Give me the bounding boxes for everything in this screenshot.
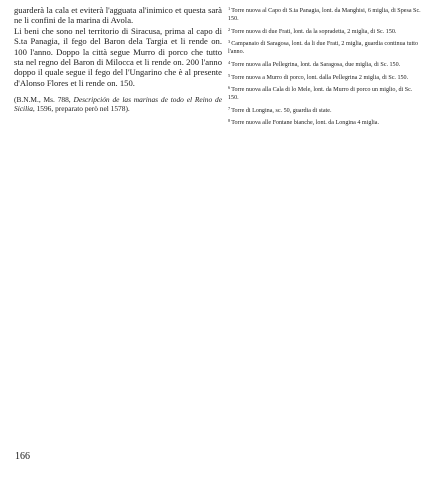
footnote	[228, 5, 424, 23]
footnote	[228, 26, 424, 36]
footnote-text: Campanaio di Saragosa, lont. da li due Frati, 2 miglia, guardia continua tutto l'anno.	[228, 41, 419, 56]
footnote	[228, 105, 424, 115]
citation-title: Descripción de las marinas de todo el Reino de Sicilia	[14, 95, 222, 114]
footnote-text: Torre di Longina, sc. 50, guardia di state.	[231, 107, 332, 114]
footnote	[228, 59, 424, 69]
footnote-text: Torre nuova di due Frati, lont. da la sopradetta, 2 miglia, di Sc. 150.	[231, 28, 397, 35]
main-text-column	[14, 5, 222, 114]
footnote-text: Torre nuova alla Cala di lo Mele, lont. da Murro di porco un miglio, di Sc. 150.	[228, 87, 413, 102]
citation-suffix: , 1596, preparato però nel 1578).	[32, 104, 130, 114]
footnote-text: Torre nuova alla Pellegrina, lont. da Saragosa, due miglia, di Sc. 150.	[231, 61, 401, 68]
source-citation	[14, 95, 222, 113]
footnote-number: 1	[228, 6, 231, 11]
footnote-text: Torre nuova a Murro di porco, lont. dalla Pellegrina 2 miglia, di Sc. 150.	[231, 74, 409, 81]
footnote-number: 5	[228, 72, 231, 78]
page-number: 166	[15, 451, 30, 462]
footnote	[228, 72, 424, 82]
footnote-number: 2	[228, 26, 231, 32]
footnote	[228, 38, 424, 56]
footnote	[228, 117, 424, 127]
footnote-text: Torre nuova alle Fontane bianche, lont. da Longina 4 miglia.	[231, 120, 380, 127]
footnote-number: 4	[228, 59, 231, 65]
footnote-number: 3	[228, 39, 231, 45]
footnote-number: 6	[228, 85, 231, 91]
footnote	[228, 84, 424, 102]
footnotes-column	[228, 5, 424, 130]
footnote-number: 7	[228, 105, 231, 111]
footnote-text: Torre nuova al Capo di S.ta Panagia, lont. da Manghisi, 6 miglia, di Spesa Sc. 150.	[228, 8, 421, 23]
footnote-number: 8	[228, 118, 231, 124]
citation-prefix: (B.N.M., Ms. 788,	[14, 95, 74, 105]
body-paragraph: guarderà la cala et eviterà l'agguata al'inimico et questa sarà ne li confini de la marina di Avola.	[14, 5, 222, 26]
body-paragraph: Li beni che sono nel territorio di Siracusa, prima al capo di S.ta Panagia, il fego del Baron dela Targia et li rende on. 100 l'anno. Doppo la città segue Murro di porco che tutto sta nel regno del Baron di Milocca et li rende on. 200 l'anno doppo il quale segue il fego del l'Ungarino che è al presente d'Alonso Flores et li rende on. 150.	[14, 25, 222, 88]
